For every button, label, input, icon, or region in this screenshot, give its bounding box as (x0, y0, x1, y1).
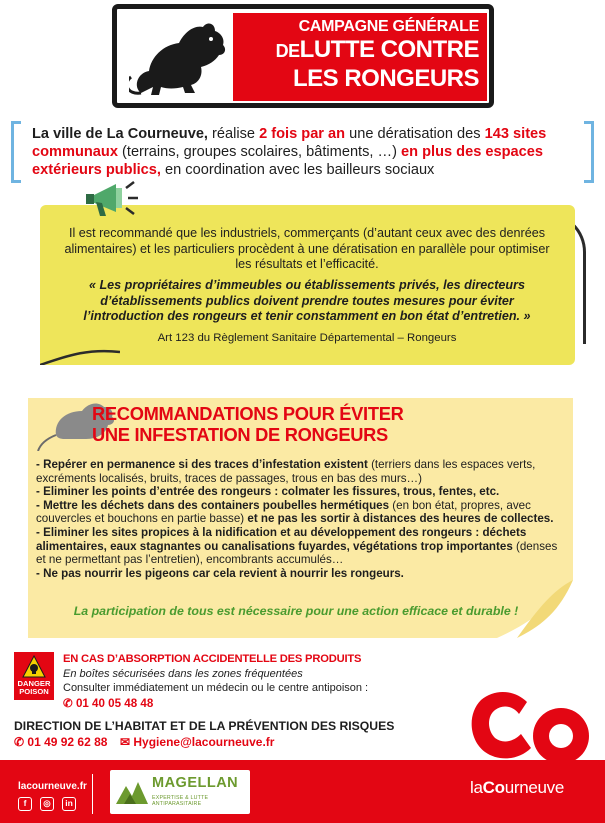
direction-phone-number: 01 49 92 62 88 (27, 735, 108, 749)
list-item (36, 567, 568, 581)
recommendations-title-line2: UNE INFESTATION DE RONGEURS (92, 424, 388, 445)
brand-mid: Co (482, 778, 505, 797)
mail-icon: ✉ (120, 735, 134, 749)
danger-label-line1: DANGER (17, 679, 51, 688)
item-text: (en bon état, propres, avec couvercles et bouchons en partie basse) (36, 498, 531, 526)
intro-paragraph (32, 125, 577, 179)
item-bold: - Mettre les déchets dans des containers poubelles hermétiques (36, 498, 390, 512)
item-bold: - Ne pas nourrir les pigeons car cela revient à nourrir les rongeurs. (36, 566, 404, 580)
facebook-icon[interactable]: f (18, 797, 32, 811)
website-link[interactable]: lacourneuve.fr (18, 781, 87, 792)
mountain-icon (114, 774, 150, 810)
rat-icon (129, 17, 229, 99)
recommendations-list (36, 458, 568, 580)
title-line1: CAMPAGNE GÉNÉRALE (298, 18, 479, 35)
item-text: (denses et ne permettant pas l’entretien), encombrants accumulés… (36, 539, 558, 567)
co-logo-mark (465, 680, 597, 770)
item-bold: - Eliminer les sites propices à la nidification et au développement des rongeurs : déchets alimentaires, eaux stagnantes ou canalisations fuyardes, végétations trop importantes (36, 525, 527, 553)
intro-text-2: une dératisation des (345, 126, 485, 142)
intro-city: La ville de La Courneuve, (32, 126, 208, 142)
direction-title: DIRECTION DE L’HABITAT ET DE LA PRÉVENTION DES RISQUES (14, 719, 395, 733)
list-item (36, 485, 568, 499)
la-courneuve-brand (470, 778, 564, 798)
item-bold: - Eliminer les points d’entrée des rongeurs : colmater les fissures, trous, fentes, etc. (36, 485, 500, 499)
item-bold-2: et ne pas les sortir à distances des heures de collectes. (247, 512, 554, 526)
note1-text: Il est recommandé que les industriels, commerçants (d’autant ceux avec des denrées alimentaires) et les particuliers procèdent à une dératisation en parallèle pour optimiser les résultats et l’efficacité. (64, 226, 550, 271)
intro-text-4: en coordination avec les bailleurs sociaux (160, 162, 435, 178)
instagram-icon[interactable]: ◎ (40, 797, 54, 811)
recommendations-title (92, 403, 532, 445)
direction-email-address: Hygiene@lacourneuve.fr (133, 735, 275, 749)
poison-center-number: 01 40 05 48 48 (75, 697, 154, 710)
intro-sites: 143 sites communaux (32, 126, 547, 160)
intro-public-spaces: en plus des espaces extérieurs publics, (32, 144, 543, 178)
intro-frequency: 2 fois par an (259, 126, 346, 142)
brand-post: urneuve (504, 778, 565, 797)
list-item (36, 526, 568, 567)
note1-reference: Art 123 du Règlement Sanitaire Départemental – Rongeurs (157, 332, 457, 344)
title-line2-text: LUTTE CONTRE (299, 36, 479, 63)
bracket-left (11, 121, 21, 183)
magellan-subtitle: EXPERTISE & LUTTE ANTIPARASITAIRE (152, 795, 209, 807)
item-text: (terriers dans les espaces verts, excréments localisés, bruits, traces de passages, trous en bas des murs…) (36, 458, 536, 485)
absorption-line1: En boîtes sécurisées dans les zones fréquentées (63, 668, 303, 680)
title-line2 (241, 36, 479, 65)
title-line2-prefix: DE (275, 41, 300, 61)
title-block (233, 13, 487, 101)
poison-center-phone[interactable] (63, 696, 153, 710)
intro-text-3: (terrains, groupes scolaires, bâtiments, …) (117, 144, 402, 160)
magellan-logo (110, 770, 250, 814)
megaphone-icon (82, 176, 142, 224)
direction-email[interactable] (120, 735, 274, 749)
recommendations-title-line1: RECOMMANDATIONS POUR ÉVITER (92, 403, 404, 424)
absorption-line2: Consulter immédiatement un médecin ou le centre antipoison : (63, 682, 369, 694)
direction-phone[interactable] (14, 735, 107, 749)
intro-text-1: réalise (208, 126, 260, 142)
item-bold: - Repérer en permanence si des traces d’infestation existent (36, 458, 368, 471)
list-item (36, 458, 568, 485)
phone-icon: ✆ (63, 697, 76, 710)
footer-divider (92, 774, 93, 814)
list-item (36, 499, 568, 526)
magellan-name: MAGELLAN (152, 775, 239, 791)
recommendations-footer: La participation de tous est nécessaire pour une action efficace et durable ! (73, 604, 519, 618)
header-box (112, 4, 494, 108)
skull-warning-icon (22, 655, 46, 679)
linkedin-icon[interactable]: in (62, 797, 76, 811)
bracket-right (584, 121, 594, 183)
title-line3: LES RONGEURS (292, 65, 479, 92)
danger-poison-badge (14, 652, 54, 700)
note1-quote: « Les propriétaires d’immeubles ou établissements privés, les directeurs d’établissements publics doivent prendre toutes mesures pour éviter l’introduction des rongeurs et tenir constamment en bon état d’entretien. » (83, 278, 531, 323)
phone-icon: ✆ (14, 735, 28, 749)
brand-pre: la (470, 778, 483, 797)
absorption-title: EN CAS D’ABSORPTION ACCIDENTELLE DES PRODUITS (63, 653, 362, 665)
danger-label-line2: POISON (19, 687, 49, 696)
danger-label (14, 680, 54, 696)
